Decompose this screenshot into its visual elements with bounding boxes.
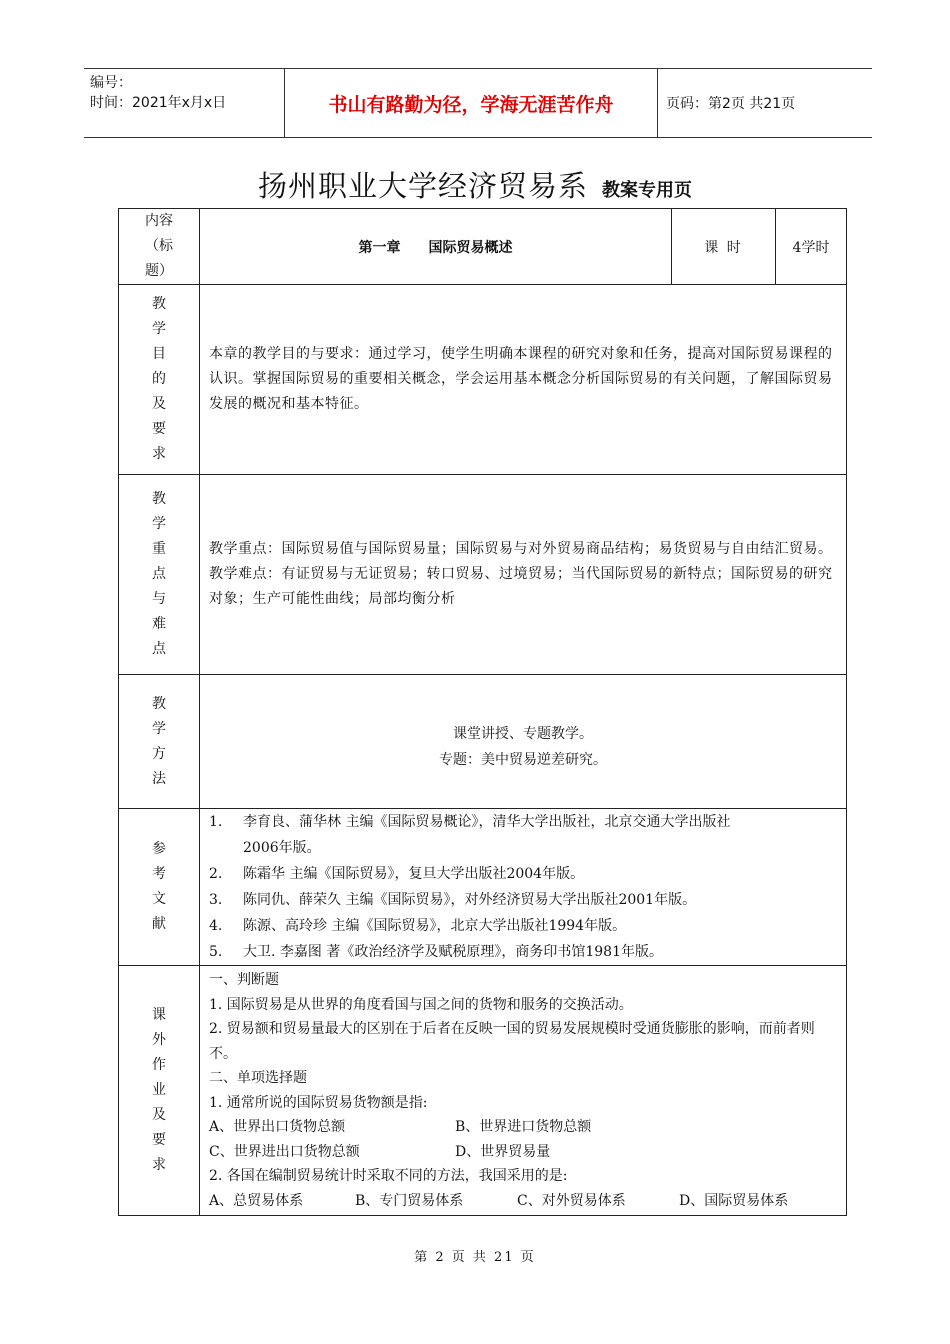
label-char: 重	[152, 541, 166, 557]
label-char: 考	[152, 866, 166, 882]
question: 1. 通常所说的国际贸易货物额是指:	[209, 1094, 428, 1111]
keypoints-row	[119, 475, 847, 675]
homework-row	[119, 966, 847, 1216]
option-line	[209, 1189, 838, 1214]
label-char: 作	[152, 1057, 166, 1073]
option-line	[209, 1140, 838, 1165]
objectives-row	[119, 285, 847, 475]
label-char: 点	[152, 641, 166, 657]
option: A、世界出口货物总额	[209, 1119, 346, 1135]
keypoints-text	[200, 475, 847, 675]
topic-label	[119, 209, 200, 285]
reference-item: 2. 陈霜华 主编《国际贸易》，复旦大学出版社2004年版。	[209, 866, 585, 882]
label-char: （标	[145, 238, 173, 254]
homework-content	[200, 966, 847, 1216]
header-number: 编号：	[90, 75, 132, 91]
option: C、世界进出口货物总额	[209, 1143, 360, 1160]
references-label	[119, 809, 200, 966]
page-header	[84, 68, 872, 138]
option: B、世界进口货物总额	[455, 1119, 592, 1135]
label-char: 教	[152, 296, 166, 312]
reference-item: 4. 陈源、高玲珍 主编《国际贸易》，北京大学出版社1994年版。	[209, 918, 627, 934]
header-page-info: 页码：第2页 共21页	[666, 96, 796, 112]
difficult-points: 教学难点：有证贸易与无证贸易；转口贸易、过境贸易；当代国际贸易的新特点；国际贸易的研究对象；生产可能性曲线；局部均衡分析	[209, 566, 833, 607]
label-char: 难	[152, 616, 166, 632]
label-char: 课	[152, 1007, 166, 1023]
label-char: 参	[152, 841, 166, 857]
keypoints-label	[119, 475, 200, 675]
label-char: 要	[152, 1132, 166, 1148]
label-char: 及	[152, 1107, 166, 1123]
methods-row	[119, 675, 847, 809]
label-char: 与	[152, 591, 166, 607]
label-char: 业	[152, 1082, 166, 1098]
question: 1. 国际贸易是从世界的角度看国与国之间的货物和服务的交换活动。	[209, 996, 633, 1013]
label-char: 学	[152, 720, 166, 737]
label-char: 教	[152, 695, 166, 712]
label-char: 题）	[145, 263, 173, 279]
label-char: 文	[152, 891, 166, 907]
page-footer: 第 2 页 共 21 页	[414, 1250, 536, 1265]
reference-item-cont: 2006年版。	[243, 840, 321, 856]
header-date: 时间：2021年x月x日	[90, 95, 227, 111]
question: 2. 贸易额和贸易量最大的区别在于后者在反映一国的贸易发展规模时受通货膨胀的影响，而前者则不。	[209, 1021, 815, 1062]
label-char: 点	[152, 566, 166, 582]
header-motto: 书山有路勤为径，学海无涯苦作舟	[284, 69, 658, 137]
reference-item: 5. 大卫. 李嘉图 著《政治经济学及赋税原理》，商务印书馆1981年版。	[209, 944, 663, 960]
homework-label	[119, 966, 200, 1216]
header-meta	[90, 73, 226, 113]
label-char: 方	[152, 745, 166, 762]
option: D、国际贸易体系	[679, 1192, 789, 1209]
label-char: 献	[152, 916, 166, 932]
label-char: 教	[152, 491, 166, 507]
option-line	[209, 1115, 838, 1140]
key-points: 教学重点：国际贸易值与国际贸易量；国际贸易与对外贸易商品结构；易货贸易与自由结汇贸易。	[209, 541, 833, 557]
question: 2. 各国在编制贸易统计时采取不同的方法，我国采用的是:	[209, 1168, 568, 1184]
label-char: 法	[152, 770, 166, 787]
option: D、世界贸易量	[455, 1143, 551, 1160]
option: C、对外贸易体系	[517, 1192, 626, 1209]
section-heading: 一、判断题	[209, 972, 279, 988]
label-char: 求	[152, 446, 166, 462]
references-list	[200, 809, 847, 966]
topic-value: 第一章 国际贸易概述	[200, 209, 672, 285]
methods-line2: 专题：美中贸易逆差研究。	[439, 751, 607, 768]
reference-item: 3. 陈同仇、薛荣久 主编《国际贸易》，对外经济贸易大学出版社2001年版。	[209, 892, 697, 908]
label-char: 内容	[145, 213, 173, 229]
label-char: 的	[152, 371, 166, 387]
page-title	[0, 164, 950, 205]
objectives-text: 本章的教学目的与要求：通过学习，使学生明确本课程的研究对象和任务，提高对国际贸易课程的认识。掌握国际贸易的重要相关概念，学会运用基本概念分析国际贸易的有关问题，了解国际贸易发展的概况和基本特征。	[200, 285, 847, 475]
reference-item: 1. 李育良、蒲华林 主编《国际贸易概论》，清华大学出版社，北京交通大学出版社	[209, 814, 731, 830]
option: A、总贸易体系	[209, 1192, 304, 1209]
label-char: 学	[152, 321, 166, 337]
label-char: 求	[152, 1157, 166, 1173]
methods-line1: 课堂讲授、专题教学。	[453, 725, 593, 742]
title-main: 扬州职业大学经济贸易系	[257, 169, 588, 203]
references-row	[119, 809, 847, 966]
label-char: 要	[152, 421, 166, 437]
hours-value: 4学时	[776, 209, 847, 285]
lesson-plan-table	[118, 208, 847, 1216]
topic-row	[119, 209, 847, 285]
option: B、专门贸易体系	[355, 1192, 464, 1209]
label-char: 及	[152, 396, 166, 412]
label-char: 外	[152, 1032, 166, 1048]
label-char: 学	[152, 516, 166, 532]
objectives-label	[119, 285, 200, 475]
hours-label: 课 时	[672, 209, 776, 285]
methods-text	[200, 675, 847, 809]
title-sub: 教案专用页	[602, 180, 692, 201]
methods-label	[119, 675, 200, 809]
section-heading: 二、单项选择题	[209, 1070, 307, 1086]
label-char: 目	[152, 346, 166, 362]
